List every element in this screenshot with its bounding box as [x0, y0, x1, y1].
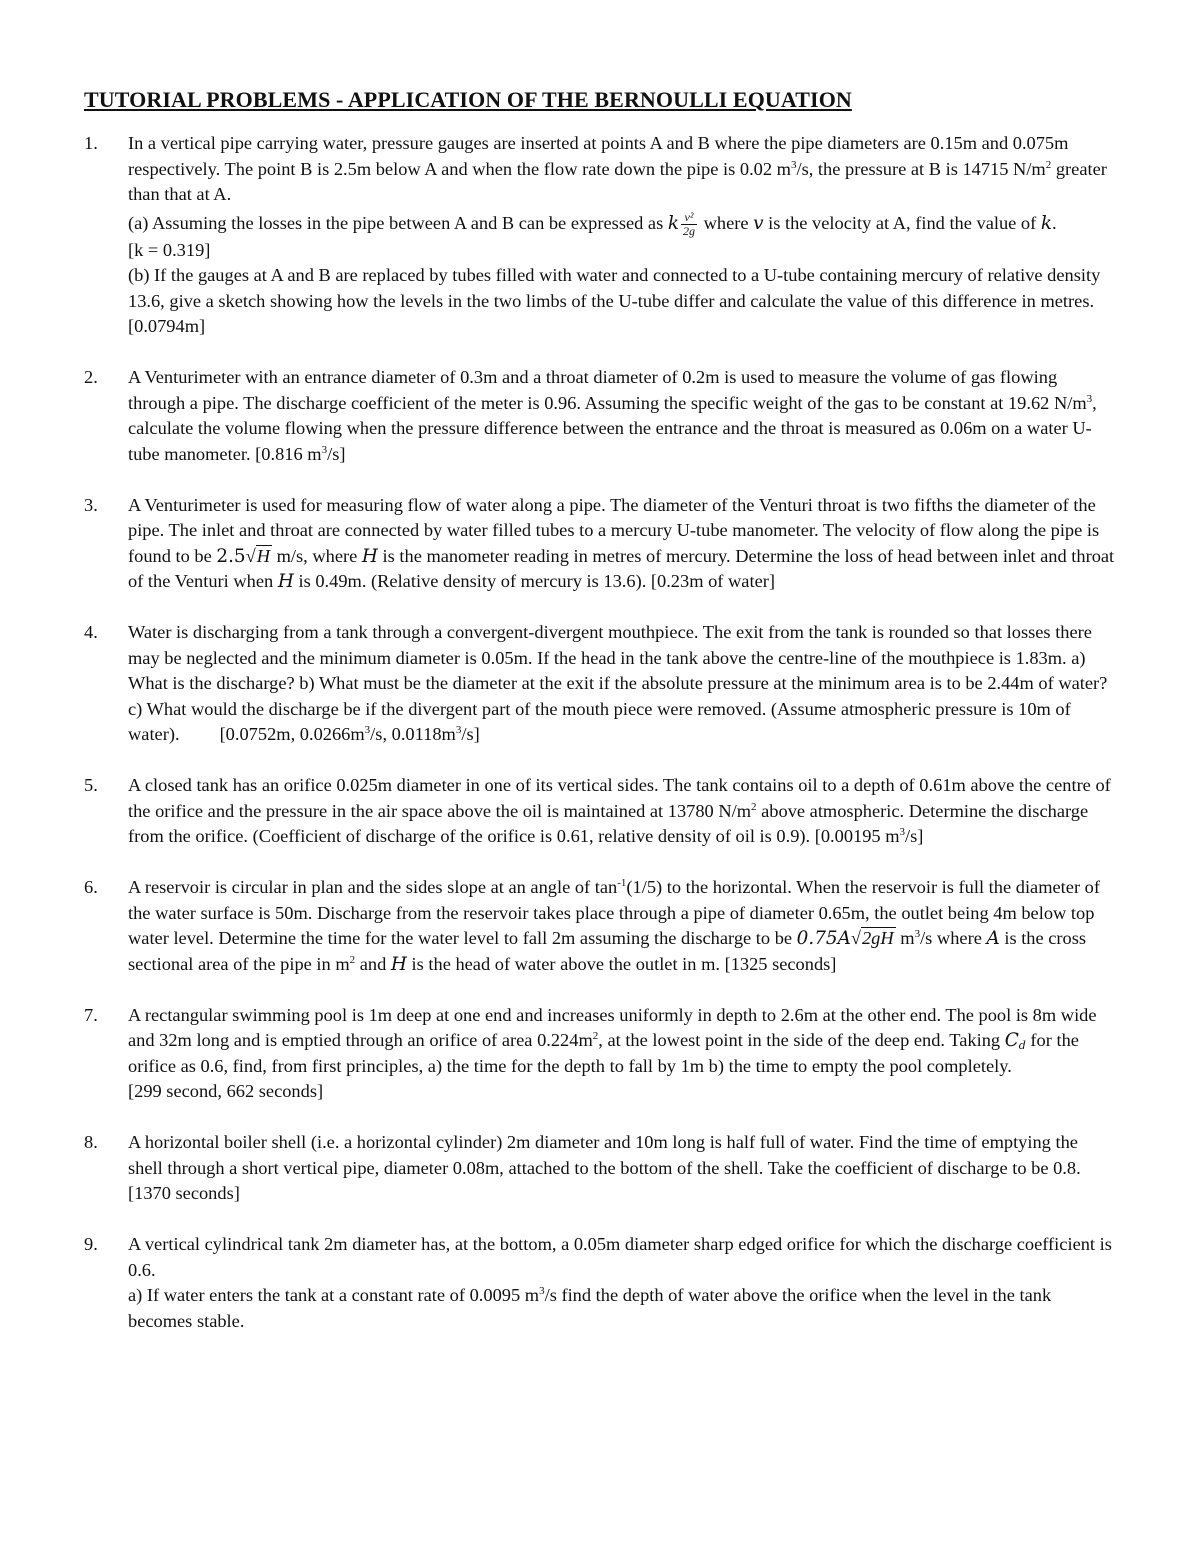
sqrt-argument: H [256, 545, 270, 566]
problem-7-text: for the orifice as 0.6, find, from first principles, a) the time for the depth to fall by 1m b) the time to empty the pool completely. [128, 1030, 1079, 1076]
superscript: 3 [455, 724, 462, 737]
superscript: 2 [349, 953, 356, 966]
variable-h: H [361, 545, 378, 567]
problem-3-statement [128, 493, 1116, 595]
problem-5-statement [128, 773, 1116, 850]
variable-k: k [1040, 212, 1053, 234]
problem-9-part-a [128, 1283, 1116, 1334]
discharge-coefficient-symbol: C [1004, 1030, 1019, 1052]
part-a-text: is the velocity at A, find the value of [763, 212, 1041, 233]
problem-9-statement: A vertical cylindrical tank 2m diameter has, at the bottom, a 0.05m diameter sharp edged orifice for which the discharge coefficient is 0.6. [128, 1234, 1112, 1280]
problem-6-text: /s where [920, 928, 987, 949]
problem-9-text: a) If water enters the tank at a constant rate of 0.0095 m [128, 1285, 540, 1306]
problem-6-text: (1/5) to the horizontal. When the reservoir is full the diameter of the water surface is 50m. Discharge from the reservoir takes place through a pipe of diameter 0.65m, the outlet being 4m below top water level. Determine the time for the water level to fall 2m assuming the discharge to be [128, 877, 1100, 949]
variable-h: H [390, 953, 407, 975]
superscript: 3 [899, 826, 906, 839]
problem-1 [84, 131, 1116, 340]
answer-text: /s, 0.0118m [370, 724, 456, 745]
page-title: TUTORIAL PROBLEMS - APPLICATION OF THE BERNOULLI EQUATION [84, 87, 852, 112]
problem-4-statement [128, 620, 1116, 748]
problem-number: 7. [84, 1004, 98, 1025]
problem-1-part-b: (b) If the gauges at A and B are replaced by tubes filled with water and connected to a U-tube containing mercury of relative density 13.6, give a sketch showing how the levels in the two limbs of the U-tube differ and calculate the value of this difference in metres. [0.0794m] [128, 265, 1101, 337]
superscript: 3 [321, 443, 328, 456]
superscript: -1 [617, 877, 627, 890]
fraction-numerator: v² [681, 211, 697, 225]
variable-h: H [277, 571, 294, 593]
answer-text: [299 second, 662 seconds] [128, 1081, 324, 1102]
answer-text: /s] [461, 724, 480, 745]
problem-3-text: A Venturimeter is used for measuring flow of water along a pipe. The diameter of the Venturi throat is two fifths the diameter of the pipe. The inlet and throat are connected by water filled tubes to a mercury U-tube manometer. The velocity of flow along the pipe is found to be [128, 494, 1100, 566]
superscript: 2 [1045, 158, 1052, 171]
problem-2-text: /s] [327, 443, 346, 464]
discharge-coefficient-subscript: d [1018, 1039, 1026, 1053]
superscript: 3 [364, 724, 371, 737]
problem-2-text: , calculate the volume flowing when the pressure difference between the entrance and the throat is measured as 0.06m on a water U-tube manometer. [0.816 m [128, 392, 1097, 464]
part-a-text: (a) Assuming the losses in the pipe between A and B can be expressed as [128, 212, 668, 233]
part-a-text: where [699, 212, 754, 233]
problem-number: 1. [84, 133, 98, 153]
problem-9-text: /s find the depth of water above the orifice when the level in the tank becomes stable. [128, 1285, 1052, 1331]
problem-1-text-cont: /s, the pressure at B is 14715 N/m [796, 158, 1046, 179]
problem-5-text: /s] [905, 826, 924, 847]
sqrt-argument: 2gH [861, 928, 894, 949]
superscript: 3 [790, 158, 797, 171]
problem-9 [84, 1232, 1116, 1334]
superscript: 2 [592, 1030, 599, 1043]
answer-text: [0.0752m, [219, 724, 296, 745]
fraction-denominator: 2g [683, 223, 696, 238]
problem-number: 4. [84, 622, 98, 643]
sqrt-symbol: √ [245, 545, 256, 566]
superscript: 3 [539, 1285, 545, 1298]
problem-5 [84, 773, 1116, 850]
problem-2-text: A Venturimeter with an entrance diameter of 0.3m and a throat diameter of 0.2m is used to measure the volume of gas flowing through a pipe. The discharge coefficient of the meter is 0.96. Assuming the specific weight of the gas to be constant at 19.62 N/m [128, 367, 1087, 413]
problem-3-text: is 0.49m. (Relative density of mercury is 13.6). [0.23m of water] [293, 571, 775, 592]
problem-2 [84, 365, 1116, 467]
problem-7 [84, 1003, 1116, 1105]
problem-1-part-a [128, 211, 1116, 264]
problem-6-text: and [355, 953, 391, 974]
variable-a: A [986, 928, 1000, 950]
problem-4-text: Water is discharging from a tank through a convergent-divergent mouthpiece. The exit from the tank is rounded so that losses there may be neglected and the minimum diameter is 0.05m. If the head in the tank above the centre-line of the mouthpiece is 1.83m. a) What is the discharge? b) What must be the diameter at the exit if the absolute pressure at the minimum area is to be 2.44m of water? c) What would the discharge be if the divergent part of the mouth piece were removed. (Assume atmospheric pressure is 10m of water). [128, 622, 1108, 745]
problem-3-text: m/s, where [272, 545, 362, 566]
problem-1-text: In a vertical pipe carrying water, pressure gauges are inserted at points A and B where the pipe diameters are 0.15m and 0.075m respectively. The point B is 2.5m below A and when the flow rate down the pipe is 0.02 m [128, 133, 1069, 179]
problem-number: 5. [84, 775, 98, 796]
problem-number: 9. [84, 1234, 98, 1255]
problem-number: 8. [84, 1132, 98, 1153]
problem-6-text: m [895, 928, 915, 949]
variable-v: v [753, 212, 764, 234]
problem-5-text: A closed tank has an orifice 0.025m diameter in one of its vertical sides. The tank contains oil to a depth of 0.61m above the centre of the orifice and the pressure in the air space above the oil is maintained at 13780 N/m [128, 775, 1111, 821]
problem-8-statement: A horizontal boiler shell (i.e. a horizontal cylinder) 2m diameter and 10m long is half full of water. Find the time of emptying the shell through a short vertical pipe, diameter 0.08m, attached to the bottom of the shell. Take the coefficient of discharge to be 0.8. [1370 seconds] [128, 1132, 1081, 1204]
problem-2-statement [128, 365, 1116, 467]
problem-4 [84, 620, 1116, 748]
problem-number: 6. [84, 877, 98, 898]
problem-number: 2. [84, 367, 98, 388]
problem-7-text: , at the lowest point in the side of the deep end. Taking [598, 1030, 1005, 1051]
superscript: 2 [751, 800, 757, 813]
problem-1-statement [128, 131, 1116, 208]
problem-7-statement [128, 1003, 1116, 1105]
problem-8 [84, 1130, 1116, 1207]
problem-6-statement [128, 875, 1116, 977]
velocity-coefficient: 2.5 [216, 545, 246, 567]
problem-7-text: A rectangular swimming pool is 1m deep at one end and increases uniformly in depth to 2.6m at the other end. The pool is 8m wide and 32m long and is emptied through an orifice of area 0.224m [128, 1004, 1097, 1051]
variable-k: k [667, 212, 680, 234]
part-a-text: . [1052, 212, 1057, 233]
answer-text: [k = 0.319] [128, 239, 211, 260]
problem-5-text: above atmospheric. Determine the discharge from the orifice. (Coefficient of discharge of the orifice is 0.61, relative density of oil is 0.9). [0.00195 m [128, 800, 1089, 847]
velocity-head-fraction [681, 211, 697, 238]
problem-3 [84, 493, 1116, 595]
problem-1-text-tail: greater than that at A. [128, 158, 1107, 204]
problem-6 [84, 875, 1116, 977]
discharge-formula: 0.75A [796, 928, 851, 950]
superscript: 3 [914, 928, 921, 941]
superscript: 3 [1086, 392, 1093, 405]
problem-3-text: is the manometer reading in metres of mercury. Determine the loss of head between inlet and throat of the Venturi when [128, 545, 1115, 592]
sqrt-symbol: √ [850, 928, 861, 949]
problem-6-text: A reservoir is circular in plan and the sides slope at an angle of tan [128, 877, 618, 898]
problem-6-text: is the head of water above the outlet in m. [1325 seconds] [406, 953, 837, 974]
answer-text: 0.0266m [299, 724, 365, 745]
problem-number: 3. [84, 494, 98, 515]
problem-6-text: is the cross sectional area of the pipe in m [128, 928, 1087, 974]
